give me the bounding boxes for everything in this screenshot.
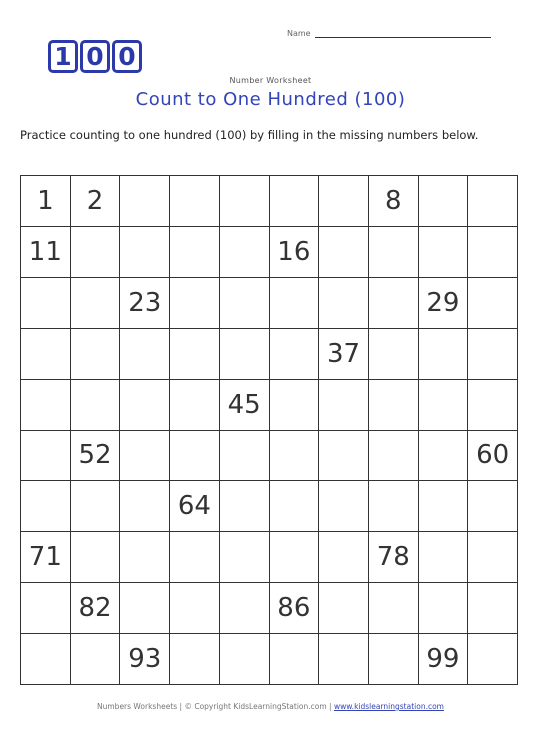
blank-cell[interactable] [468,380,518,431]
blank-cell[interactable] [21,634,71,685]
number-cell: 82 [71,583,121,634]
blank-cell[interactable] [71,278,121,329]
blank-cell[interactable] [419,431,469,482]
blank-cell[interactable] [369,634,419,685]
blank-cell[interactable] [220,176,270,227]
blank-cell[interactable] [170,431,220,482]
blank-cell[interactable] [270,634,320,685]
blank-cell[interactable] [120,329,170,380]
blank-cell[interactable] [71,329,121,380]
number-cell: 1 [21,176,71,227]
blank-cell[interactable] [270,176,320,227]
blank-cell[interactable] [120,532,170,583]
blank-cell[interactable] [21,278,71,329]
blank-cell[interactable] [319,634,369,685]
blank-cell[interactable] [369,431,419,482]
blank-cell[interactable] [71,532,121,583]
instructions: Practice counting to one hundred (100) by filling in the missing numbers below. [20,128,479,142]
footer-link[interactable]: www.kidslearningstation.com [333,702,444,711]
blank-cell[interactable] [120,176,170,227]
blank-cell[interactable] [319,532,369,583]
number-cell: 86 [270,583,320,634]
name-label: Name [287,29,311,38]
number-cell: 45 [220,380,270,431]
blank-cell[interactable] [468,583,518,634]
blank-cell[interactable] [419,380,469,431]
blank-cell[interactable] [369,583,419,634]
blank-cell[interactable] [71,481,121,532]
blank-cell[interactable] [270,278,320,329]
blank-cell[interactable] [21,329,71,380]
blank-cell[interactable] [21,380,71,431]
blank-cell[interactable] [319,227,369,278]
blank-cell[interactable] [170,278,220,329]
blank-cell[interactable] [220,227,270,278]
blank-cell[interactable] [270,329,320,380]
blank-cell[interactable] [319,583,369,634]
blank-cell[interactable] [270,431,320,482]
number-cell: 37 [319,329,369,380]
blank-cell[interactable] [468,532,518,583]
name-line[interactable] [315,28,491,38]
worksheet-title: Count to One Hundred (100) [135,89,406,110]
blank-cell[interactable] [468,634,518,685]
blank-cell[interactable] [71,380,121,431]
blank-cell[interactable] [468,329,518,380]
badge-digit: 0 [112,40,142,73]
blank-cell[interactable] [220,278,270,329]
blank-cell[interactable] [319,176,369,227]
number-cell: 11 [21,227,71,278]
blank-cell[interactable] [468,227,518,278]
blank-cell[interactable] [419,176,469,227]
blank-cell[interactable] [369,227,419,278]
footer-text: Numbers Worksheets | © Copyright KidsLearningStation.com | [97,702,334,711]
number-cell: 71 [21,532,71,583]
blank-cell[interactable] [21,481,71,532]
blank-cell[interactable] [369,278,419,329]
blank-cell[interactable] [21,431,71,482]
blank-cell[interactable] [170,583,220,634]
blank-cell[interactable] [120,583,170,634]
blank-cell[interactable] [468,176,518,227]
number-cell: 78 [369,532,419,583]
number-cell: 16 [270,227,320,278]
number-cell: 23 [120,278,170,329]
worksheet-subtitle: Number Worksheet [229,76,312,85]
blank-cell[interactable] [71,634,121,685]
badge-digit: 1 [48,40,78,73]
blank-cell[interactable] [120,380,170,431]
blank-cell[interactable] [319,481,369,532]
blank-cell[interactable] [220,634,270,685]
name-field [287,28,491,38]
blank-cell[interactable] [419,481,469,532]
blank-cell[interactable] [170,176,220,227]
blank-cell[interactable] [71,227,121,278]
blank-cell[interactable] [170,227,220,278]
number-cell: 52 [71,431,121,482]
blank-cell[interactable] [220,583,270,634]
blank-cell[interactable] [170,329,220,380]
blank-cell[interactable] [419,227,469,278]
footer [0,702,541,711]
blank-cell[interactable] [319,380,369,431]
blank-cell[interactable] [270,481,320,532]
blank-cell[interactable] [369,380,419,431]
number-cell: 93 [120,634,170,685]
blank-cell[interactable] [369,329,419,380]
blank-cell[interactable] [170,532,220,583]
badge-digit: 0 [80,40,110,73]
blank-cell[interactable] [319,431,369,482]
blank-cell[interactable] [170,380,220,431]
blank-cell[interactable] [270,532,320,583]
number-cell: 8 [369,176,419,227]
blank-cell[interactable] [419,532,469,583]
number-cell: 2 [71,176,121,227]
blank-cell[interactable] [270,380,320,431]
hundred-badge [48,40,142,73]
number-cell: 29 [419,278,469,329]
blank-cell[interactable] [220,329,270,380]
blank-cell[interactable] [419,583,469,634]
blank-cell[interactable] [220,532,270,583]
number-cell: 64 [170,481,220,532]
blank-cell[interactable] [220,431,270,482]
blank-cell[interactable] [468,481,518,532]
blank-cell[interactable] [120,481,170,532]
blank-cell[interactable] [170,634,220,685]
number-grid [20,175,518,685]
number-cell: 60 [468,431,518,482]
blank-cell[interactable] [369,481,419,532]
blank-cell[interactable] [419,329,469,380]
blank-cell[interactable] [120,431,170,482]
blank-cell[interactable] [468,278,518,329]
blank-cell[interactable] [120,227,170,278]
blank-cell[interactable] [319,278,369,329]
blank-cell[interactable] [21,583,71,634]
number-cell: 99 [419,634,469,685]
blank-cell[interactable] [220,481,270,532]
